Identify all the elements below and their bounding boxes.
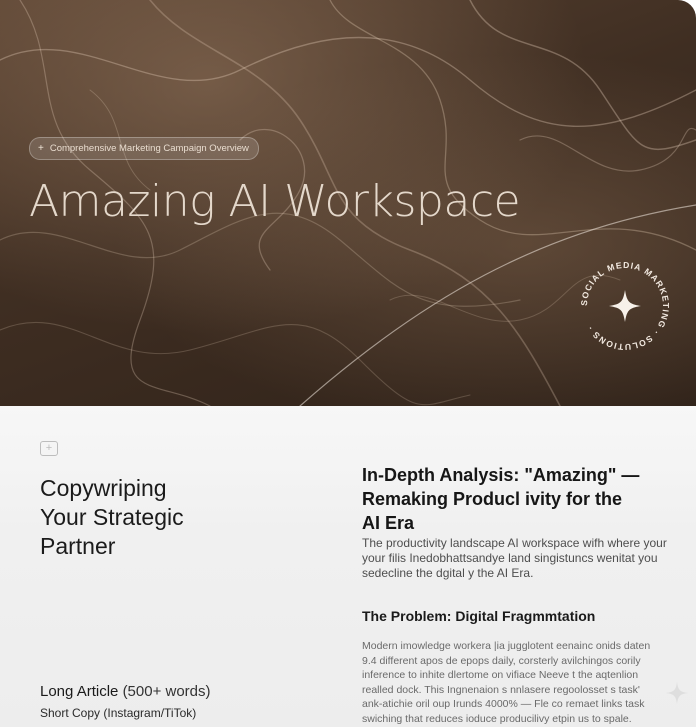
- section-title-line: Copywriping: [40, 475, 167, 501]
- page-title: Amazing AI Workspace: [29, 176, 521, 227]
- article-title: [362, 463, 682, 535]
- document-icon: +: [40, 441, 58, 456]
- social-media-marketing-badge: [577, 258, 673, 354]
- problem-body-line: swiching that reduces ioduce producilivy etpin us to spale.: [362, 712, 632, 725]
- problem-body-line: Modern imowledge workera |ia jugglotent eenainc onids daten: [362, 640, 651, 652]
- format-long-article: [40, 683, 211, 700]
- problem-body: [362, 639, 682, 726]
- section-title: [40, 474, 300, 561]
- section-title-line: Partner: [40, 533, 116, 559]
- plus-icon: +: [38, 143, 44, 154]
- format-long-article-label: Long Article: [40, 683, 119, 700]
- format-short-copy: Short Copy (Instagram/TiTok): [40, 706, 197, 720]
- article-intro: [362, 536, 672, 581]
- campaign-tag-label: Comprehensive Marketing Campaign Overview: [49, 143, 249, 154]
- problem-body-line: ank-atichie oril oup Irunds 4000% — Fle co remaet links task: [362, 698, 645, 710]
- article-title-line: AI Era: [362, 513, 415, 533]
- section-title-line: Your Strategic: [40, 504, 184, 530]
- format-long-article-detail: (500+ words): [122, 683, 211, 700]
- article-title-line: In-Depth Analysis: "Amazing" —: [362, 465, 640, 485]
- article-intro-line: sedecline the dgital y the AI Era.: [362, 566, 534, 580]
- article-intro-line: your filis Inedobhattsandye land singistuncs wenitat you: [362, 551, 658, 565]
- badge-ring-text: SOCIAL MEDIA MARKETING · SOLUTIONS ·: [578, 259, 672, 353]
- sparkle-icon: [664, 680, 690, 706]
- campaign-tag: [29, 137, 259, 160]
- problem-body-line: 9.4 different apos de epops daily, corsterly avilchingos corily: [362, 654, 641, 667]
- problem-heading: The Problem: Digital Fragmmtation: [362, 608, 596, 624]
- problem-body-line: realled dock. This Ingnenaion s nnlasere regoolosset s task': [362, 683, 640, 696]
- article-intro-line: The productivity landscape AI workspace wifh where your: [362, 536, 667, 550]
- problem-body-line: inference to inhite dlertome on vifiace Neeve t the aqtenlion: [362, 669, 639, 681]
- sparkle-icon: [609, 290, 641, 322]
- article-title-line: Remaking Producl ivity for the: [362, 489, 623, 509]
